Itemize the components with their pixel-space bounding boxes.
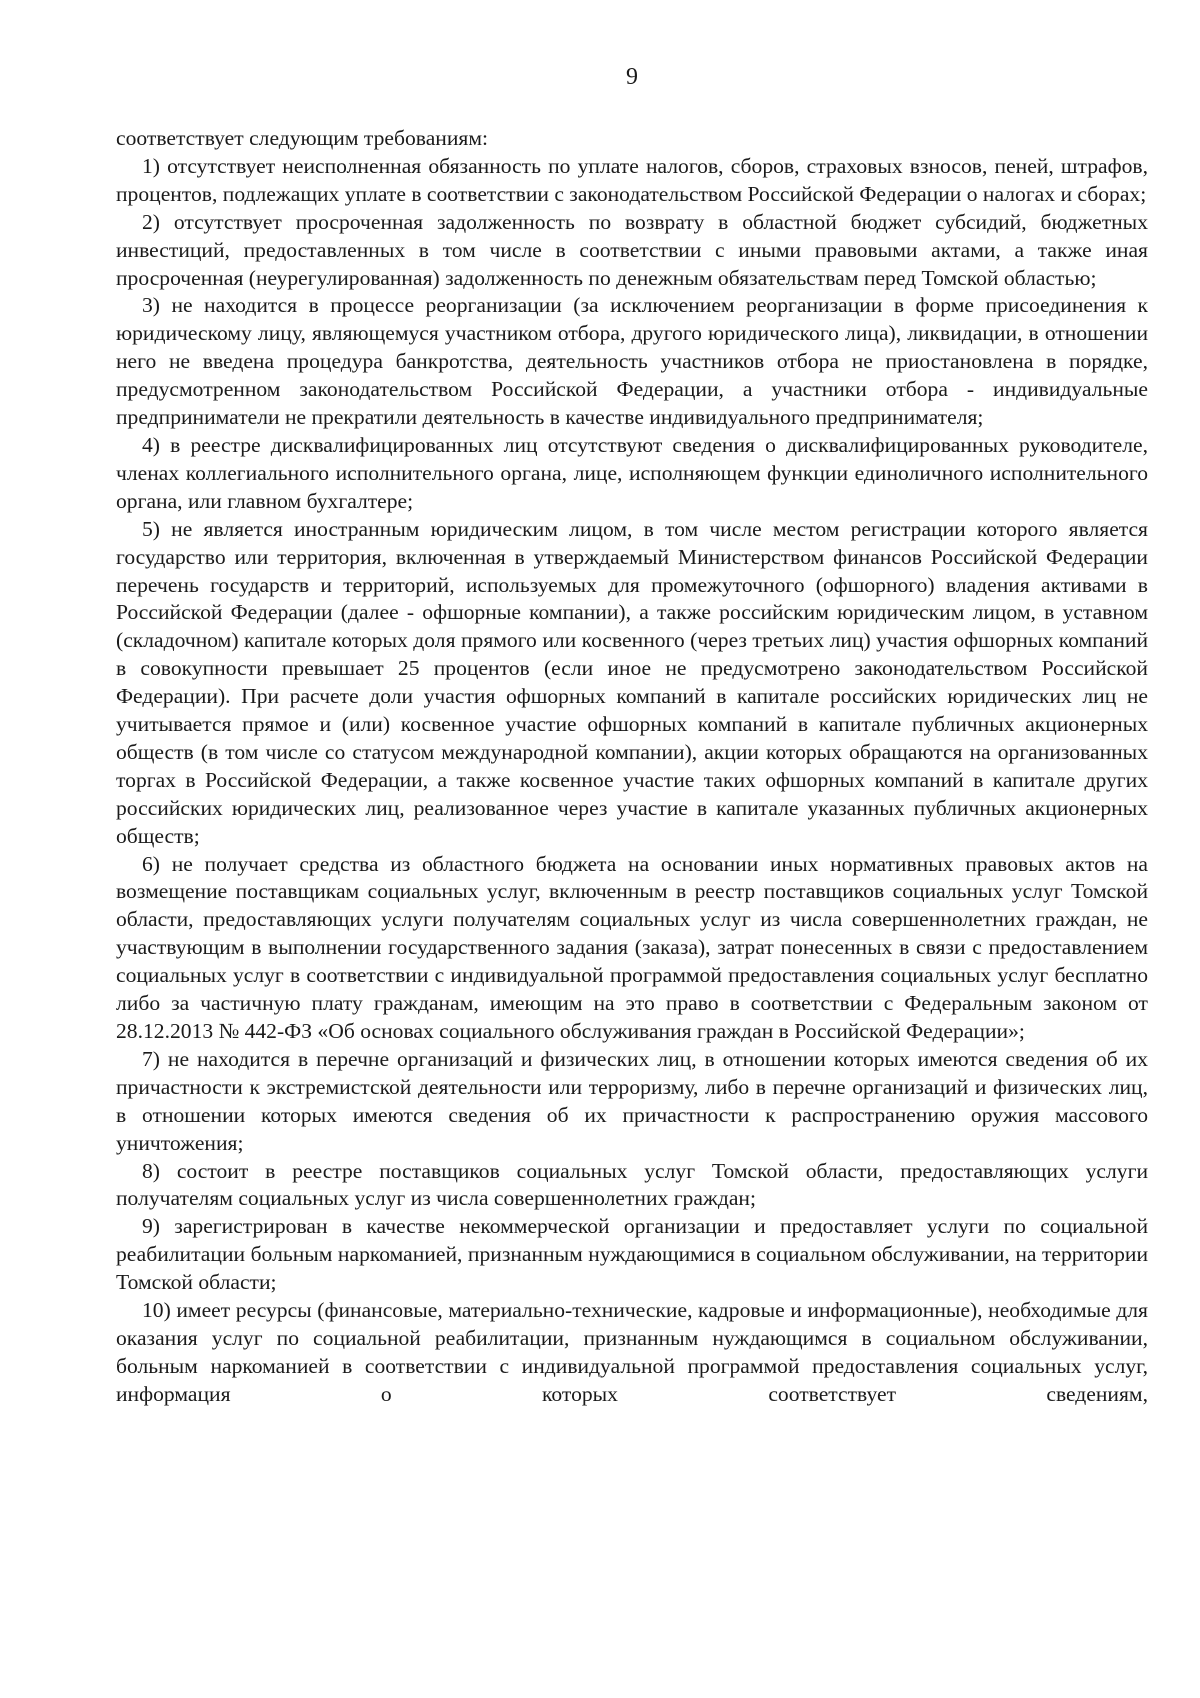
requirement-item-2: 2) отсутствует просроченная задолженность по возврату в областной бюджет субсидий, бюджетных инвестиций, предоставленных в том числе в соответствии с иными правовыми актами, а также иная просроченная (неурегулированная) задолженность по денежным обязательствам перед Томской областью;	[116, 209, 1148, 290]
requirement-item-9: 9) зарегистрирован в качестве некоммерческой организации и предоставляет услуги по социальной реабилитации больным наркоманией, признанным нуждающимися в социальном обслуживании, на территории Томской области;	[116, 1214, 1148, 1295]
requirement-item-1: 1) отсутствует неисполненная обязанность по уплате налогов, сборов, страховых взносов, пеней, штрафов, процентов, подлежащих уплате в соответствии с законодательством Российской Федерации о налогах и сборах;	[116, 153, 1148, 206]
requirement-item-4: 4) в реестре дисквалифицированных лиц отсутствуют сведения о дисквалифицированных руководителе, членах коллегиального исполнительного органа, лице, исполняющем функции единоличного исполнительного органа, или главном бухгалтере;	[116, 432, 1148, 513]
requirement-item-7: 7) не находится в перечне организаций и физических лиц, в отношении которых имеются сведения об их причастности к экстремистской деятельности или терроризму, либо в перечне организаций и физических лиц, в отношении которых имеются сведения об их причастности к распространению оружия массового уничтожения;	[116, 1046, 1148, 1155]
requirement-item-5: 5) не является иностранным юридическим лицом, в том числе местом регистрации которого является государство или территория, включенная в утверждаемый Министерством финансов Российской Федерации перечень государств и территорий, используемых для промежуточного (офшорного) владения активами в Российской Федерации (далее - офшорные компании), а также российским юридическим лицом, в уставном (складочном) капитале которых доля прямого или косвенного (через третьих лиц) участия офшорных компаний в совокупности превышает 25 процентов (если иное не предусмотрено законодательством Российской Федерации). При расчете доли участия офшорных компаний в капитале российских юридических лиц не учитывается прямое и (или) косвенное участие офшорных компаний в капитале публичных акционерных обществ (в том числе со статусом международной компании), акции которых обращаются на организованных торгах в Российской Федерации, а также косвенное участие таких офшорных компаний в капитале других российских юридических лиц, реализованное через участие в капитале указанных публичных акционерных обществ;	[116, 516, 1148, 848]
document-page	[116, 62, 1148, 1409]
page-number: 9	[626, 64, 638, 90]
requirement-item-6: 6) не получает средства из областного бюджета на основании иных нормативных правовых актов на возмещение поставщикам социальных услуг, включенным в реестр поставщиков социальных услуг Томской области, предоставляющих услуги получателям социальных услуг из числа совершеннолетних граждан, не участвующим в выполнении государственного задания (заказа), затрат понесенных в связи с предоставлением социальных услуг в соответствии с индивидуальной программой предоставления социальных услуг бесплатно либо за частичную плату гражданам, имеющим на это право в соответствии с Федеральным законом от 28.12.2013 № 442-ФЗ «Об основах социального обслуживания граждан в Российской Федерации»;	[116, 851, 1148, 1043]
requirement-item-3: 3) не находится в процессе реорганизации (за исключением реорганизации в форме присоединения к юридическому лицу, являющемуся участником отбора, другого юридического лица), ликвидации, в отношении него не введена процедура банкротства, деятельность участников отбора не приостановлена в порядке, предусмотренном законодательством Российской Федерации, а участники отбора - индивидуальные предприниматели не прекратили деятельность в качестве индивидуального предпринимателя;	[116, 293, 1148, 430]
lead-text: соответствует следующим требованиям:	[116, 126, 488, 150]
requirement-item-10: 10) имеет ресурсы (финансовые, материально-технические, кадровые и информационные), необходимые для оказания услуг по социальной реабилитации, признанным нуждающимся в социальном обслуживании, больным наркоманией в соответствии с индивидуальной программой предоставления социальных услуг, информация о которых соответствует сведениям,	[116, 1298, 1148, 1406]
requirement-item-8: 8) состоит в реестре поставщиков социальных услуг Томской области, предоставляющих услуги получателям социальных услуг из числа совершеннолетних граждан;	[116, 1158, 1148, 1211]
